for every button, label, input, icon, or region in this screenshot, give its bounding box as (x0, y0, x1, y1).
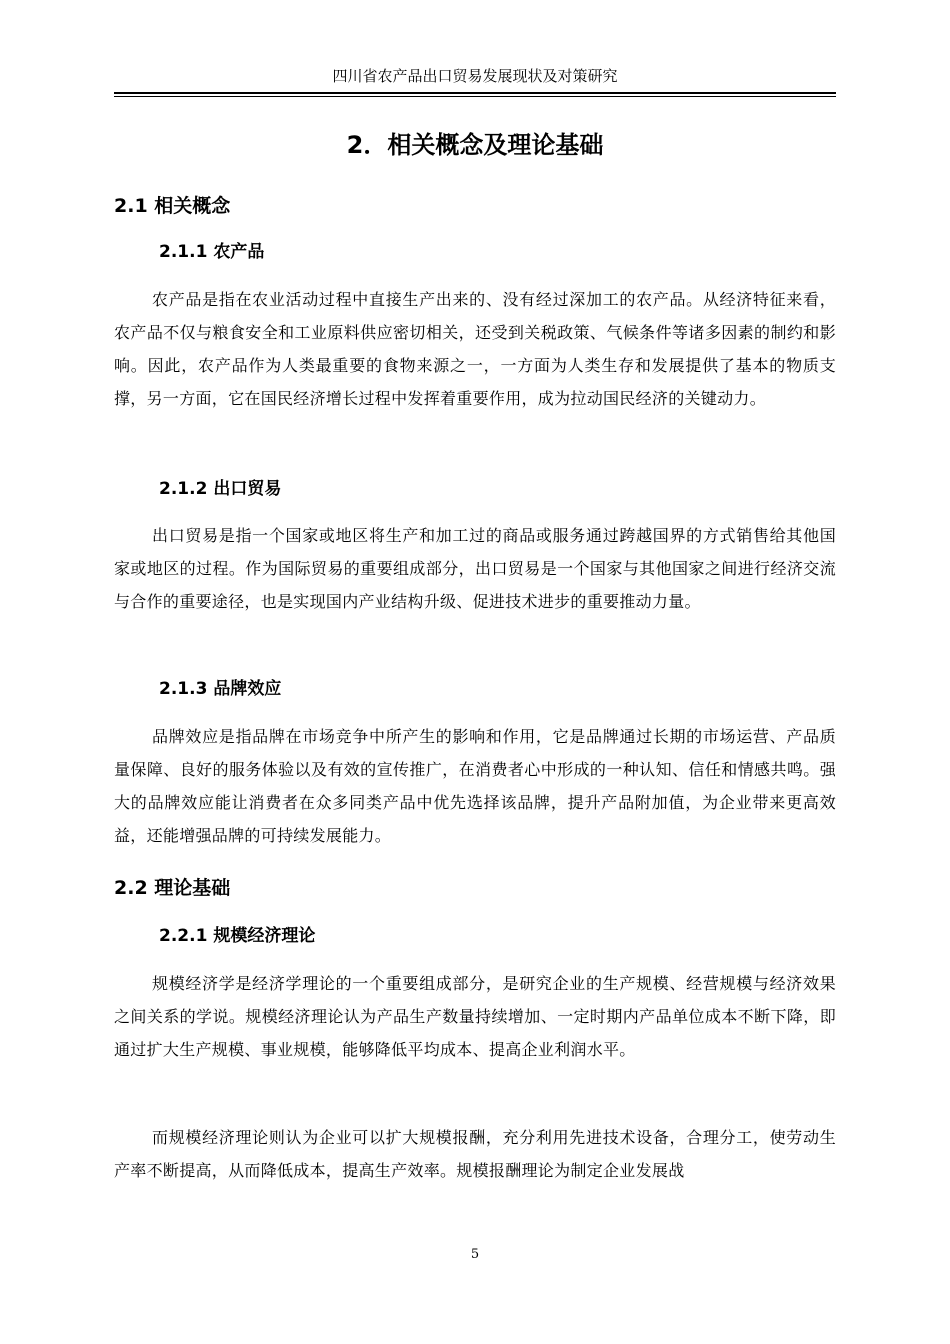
header-divider-thin (114, 96, 836, 97)
section-heading-2-1-2: 2.1.2 出口贸易 (159, 479, 282, 499)
paragraph-brand-effect: 品牌效应是指品牌在市场竞争中所产生的影响和作用，它是品牌通过长期的市场运营、产品质量保障、良好的服务体验以及有效的宣传推广，在消费者心中形成的一种认知、信任和情感共鸣。强大的品牌效应能让消费者在众多同类产品中优先选择该品牌，提升产品附加值，为企业带来更高效益，还能增强品牌的可持续发展能力。 (114, 727, 836, 845)
section-heading-2-1: 2.1 相关概念 (114, 195, 231, 217)
page-number: 5 (470, 1247, 480, 1262)
paragraph-export-trade: 出口贸易是指一个国家或地区将生产和加工过的商品或服务通过跨越国界的方式销售给其他国家或地区的过程。作为国际贸易的重要组成部分，出口贸易是一个国家与其他国家之间进行经济交流与合作的重要途径，也是实现国内产业结构升级、促进技术进步的重要推动力量。 (114, 526, 836, 611)
section-heading-2-2: 2.2 理论基础 (114, 877, 231, 899)
section-heading-2-1-1: 2.1.1 农产品 (159, 242, 265, 262)
section-heading-2-2-1: 2.2.1 规模经济理论 (159, 926, 316, 946)
paragraph-economies-of-scale-2: 而规模经济理论则认为企业可以扩大规模报酬，充分利用先进技术设备，合理分工，使劳动生产率不断提高，从而降低成本，提高生产效率。规模报酬理论为制定企业发展战 (114, 1128, 836, 1180)
paragraph-agricultural-products: 农产品是指在农业活动过程中直接生产出来的、没有经过深加工的农产品。从经济特征来看，农产品不仅与粮食安全和工业原料供应密切相关，还受到关税政策、气候条件等诸多因素的制约和影响。因此，农产品作为人类最重要的食物来源之一，一方面为人类生存和发展提供了基本的物质支撑，另一方面，它在国民经济增长过程中发挥着重要作用，成为拉动国民经济的关键动力。 (114, 290, 836, 408)
running-header: 四川省农产品出口贸易发展现状及对策研究 (332, 67, 618, 85)
chapter-title: 2．相关概念及理论基础 (346, 131, 604, 159)
section-heading-2-1-3: 2.1.3 品牌效应 (159, 679, 282, 699)
header-divider (114, 92, 836, 94)
paragraph-economies-of-scale-1: 规模经济学是经济学理论的一个重要组成部分，是研究企业的生产规模、经营规模与经济效果之间关系的学说。规模经济理论认为产品生产数量持续增加、一定时期内产品单位成本不断下降，即通过扩大生产规模、事业规模，能够降低平均成本、提高企业利润水平。 (114, 974, 836, 1059)
